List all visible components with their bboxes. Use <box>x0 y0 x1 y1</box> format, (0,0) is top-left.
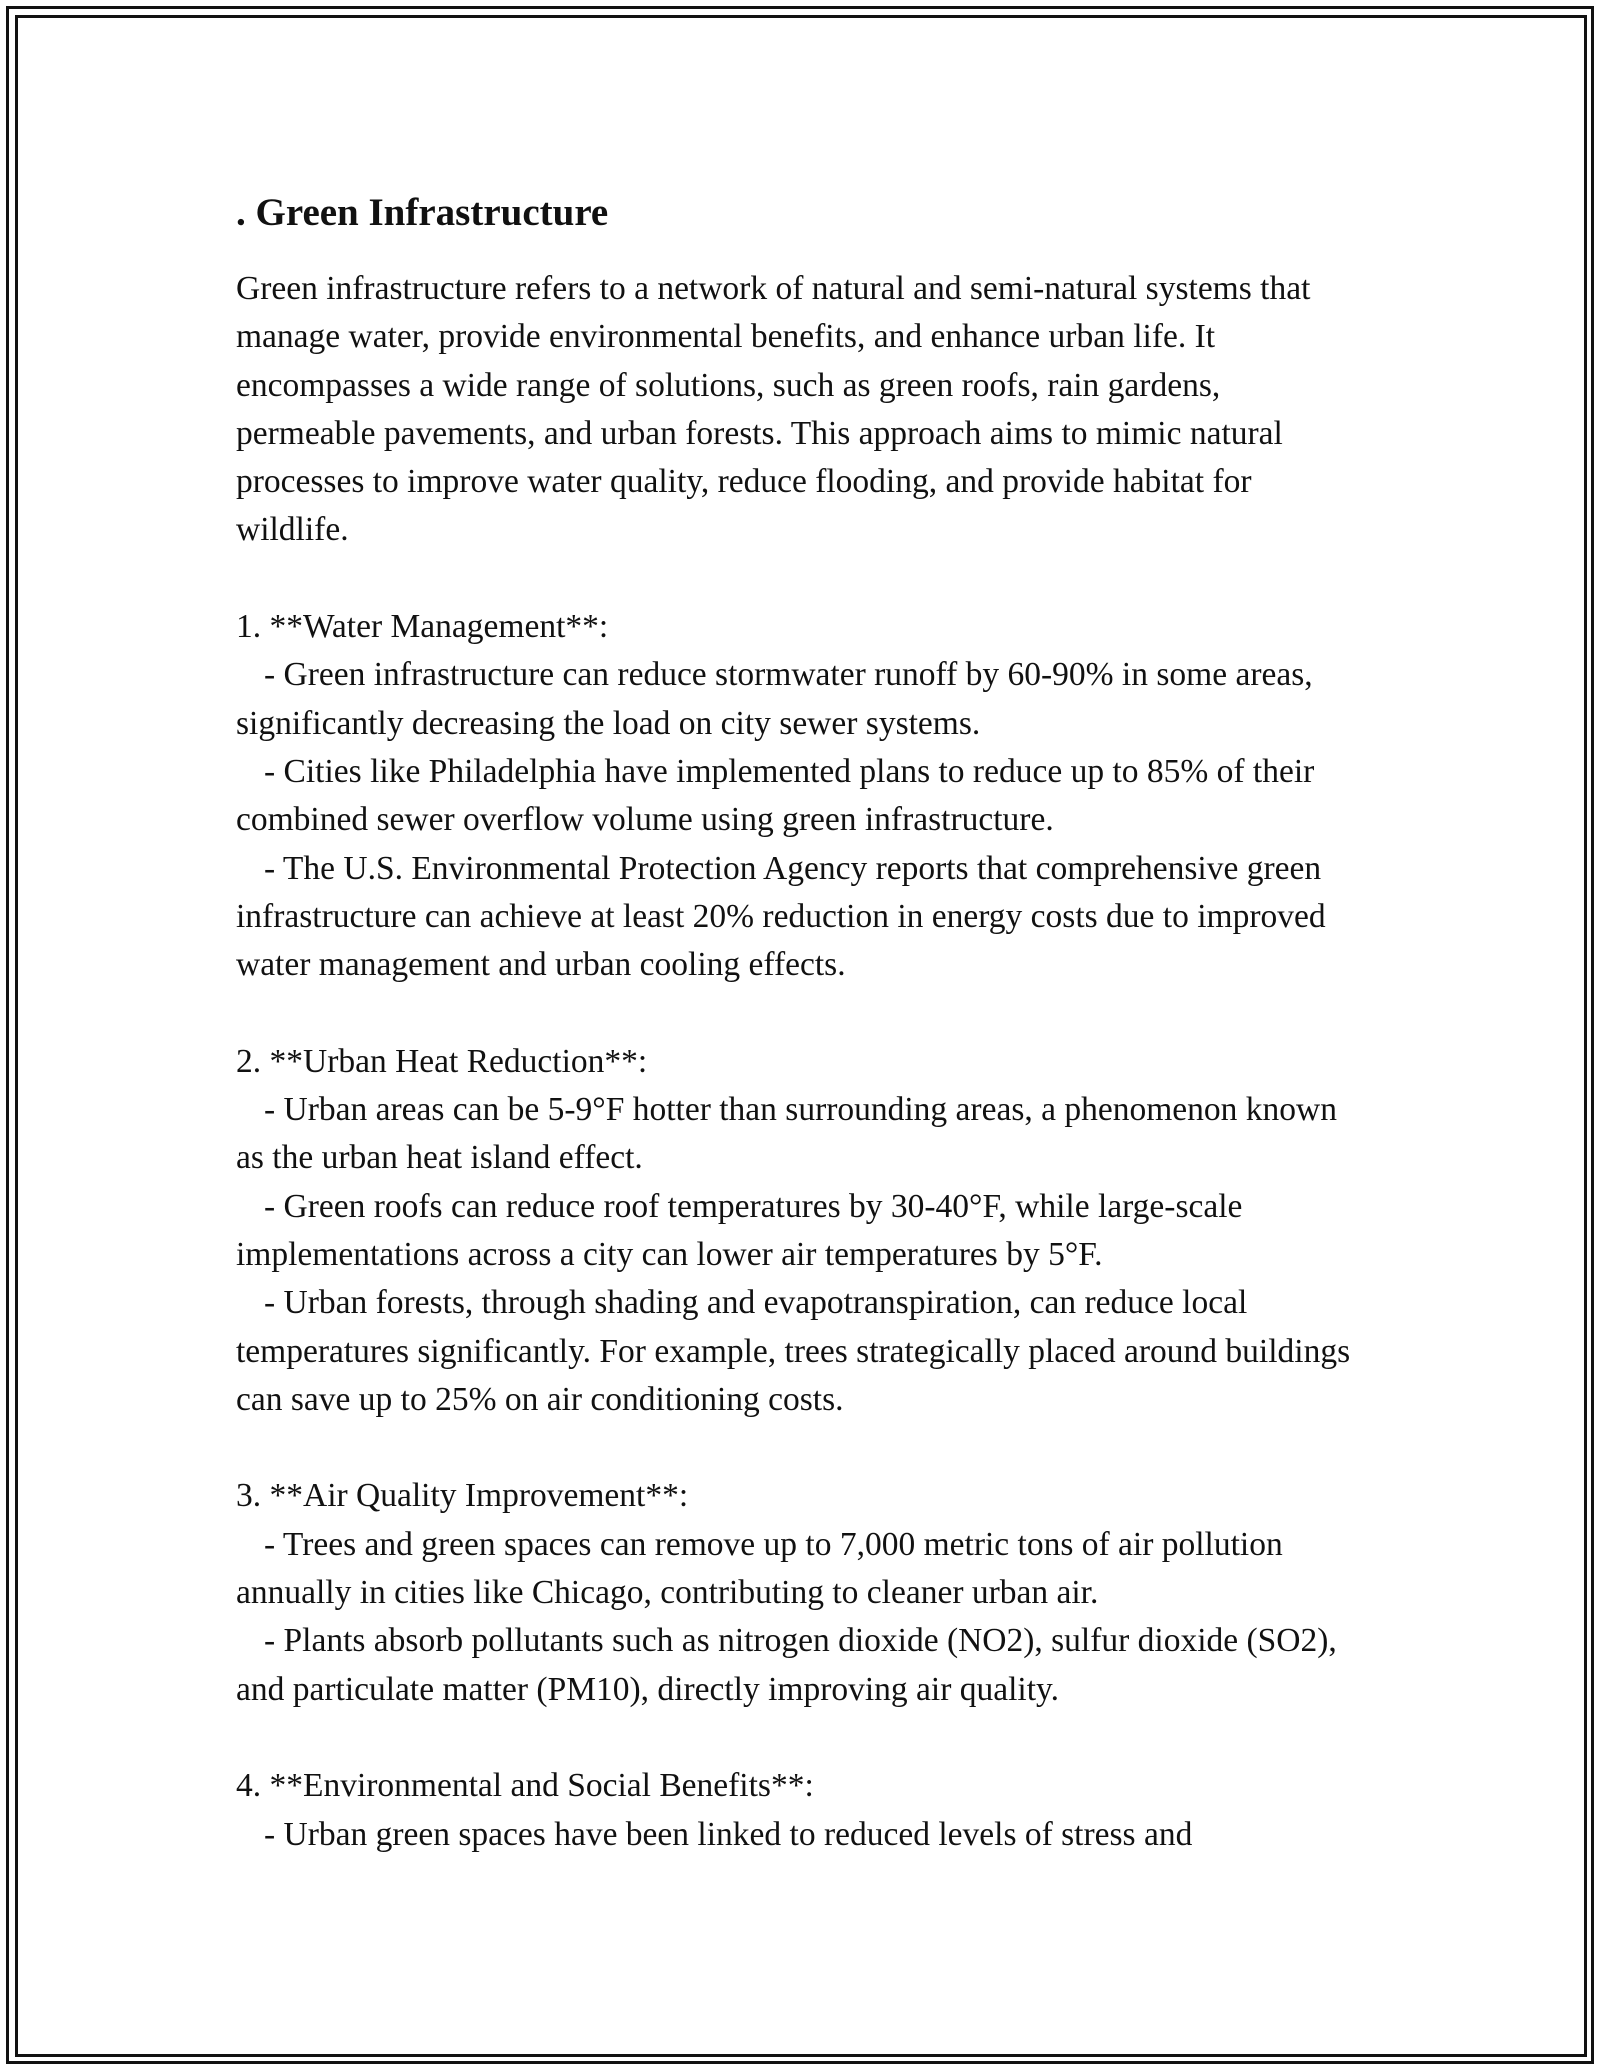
section-title: 2. **Urban Heat Reduction**: <box>236 1042 648 1080</box>
spacer <box>236 1714 1366 1762</box>
bullet-item: - Trees and green spaces can remove up to 7,000 metric tons of air pollution annually in cities like Chicago, contributing to cleaner urban air. <box>236 1525 1283 1612</box>
section-water-management <box>236 603 1366 989</box>
bullet-item: - Plants absorb pollutants such as nitrogen dioxide (NO2), sulfur dioxide (SO2), and particulate matter (PM10), directly improving air quality. <box>236 1622 1337 1708</box>
spacer <box>236 1424 1366 1472</box>
section-urban-heat-reduction <box>236 1038 1366 1424</box>
bullet-item: - Urban green spaces have been linked to reduced levels of stress and <box>264 1815 1193 1853</box>
intro-paragraph: Green infrastructure refers to a network of natural and semi-natural systems that manage water, provide environmental benefits, and enhance urban life. It encompasses a wide range of solutions, such as green roofs, rain gardens, permeable pavements, and urban forests. This approach aims to mimic natural processes to improve water quality, reduce flooding, and provide habitat for wildlife. <box>236 270 1311 549</box>
section-title: 4. **Environmental and Social Benefits**: <box>236 1767 814 1805</box>
bullet-item: - Urban forests, through shading and evapotranspiration, can reduce local temperatures significantly. For example, trees strategically placed around buildings can save up to 25% on air conditioning costs. <box>236 1284 1351 1418</box>
document-heading: . Green Infrastructure <box>236 191 609 234</box>
section-environmental-social-benefits <box>236 1762 1366 1859</box>
section-title: 1. **Water Management**: <box>236 608 609 646</box>
spacer <box>236 989 1366 1037</box>
bullet-item: - Green roofs can reduce roof temperatures by 30-40°F, while large-scale implementations across a city can lower air temperatures by 5°F. <box>236 1187 1243 1273</box>
bullet-item: - The U.S. Environmental Protection Agency reports that comprehensive green infrastructure can achieve at least 20% reduction in energy costs due to improved water management and urban cooling effects. <box>236 849 1326 984</box>
bullet-item: - Urban areas can be 5-9°F hotter than surrounding areas, a phenomenon known as the urban heat island effect. <box>236 1091 1337 1177</box>
bullet-item: - Green infrastructure can reduce stormwater runoff by 60-90% in some areas, significantly decreasing the load on city sewer systems. <box>236 656 1313 742</box>
section-air-quality-improvement <box>236 1472 1366 1713</box>
section-title: 3. **Air Quality Improvement**: <box>236 1477 689 1515</box>
document-body <box>236 187 1366 1859</box>
spacer <box>236 555 1366 603</box>
bullet-item: - Cities like Philadelphia have implemented plans to reduce up to 85% of their combined sewer overflow volume using green infrastructure. <box>236 752 1315 839</box>
